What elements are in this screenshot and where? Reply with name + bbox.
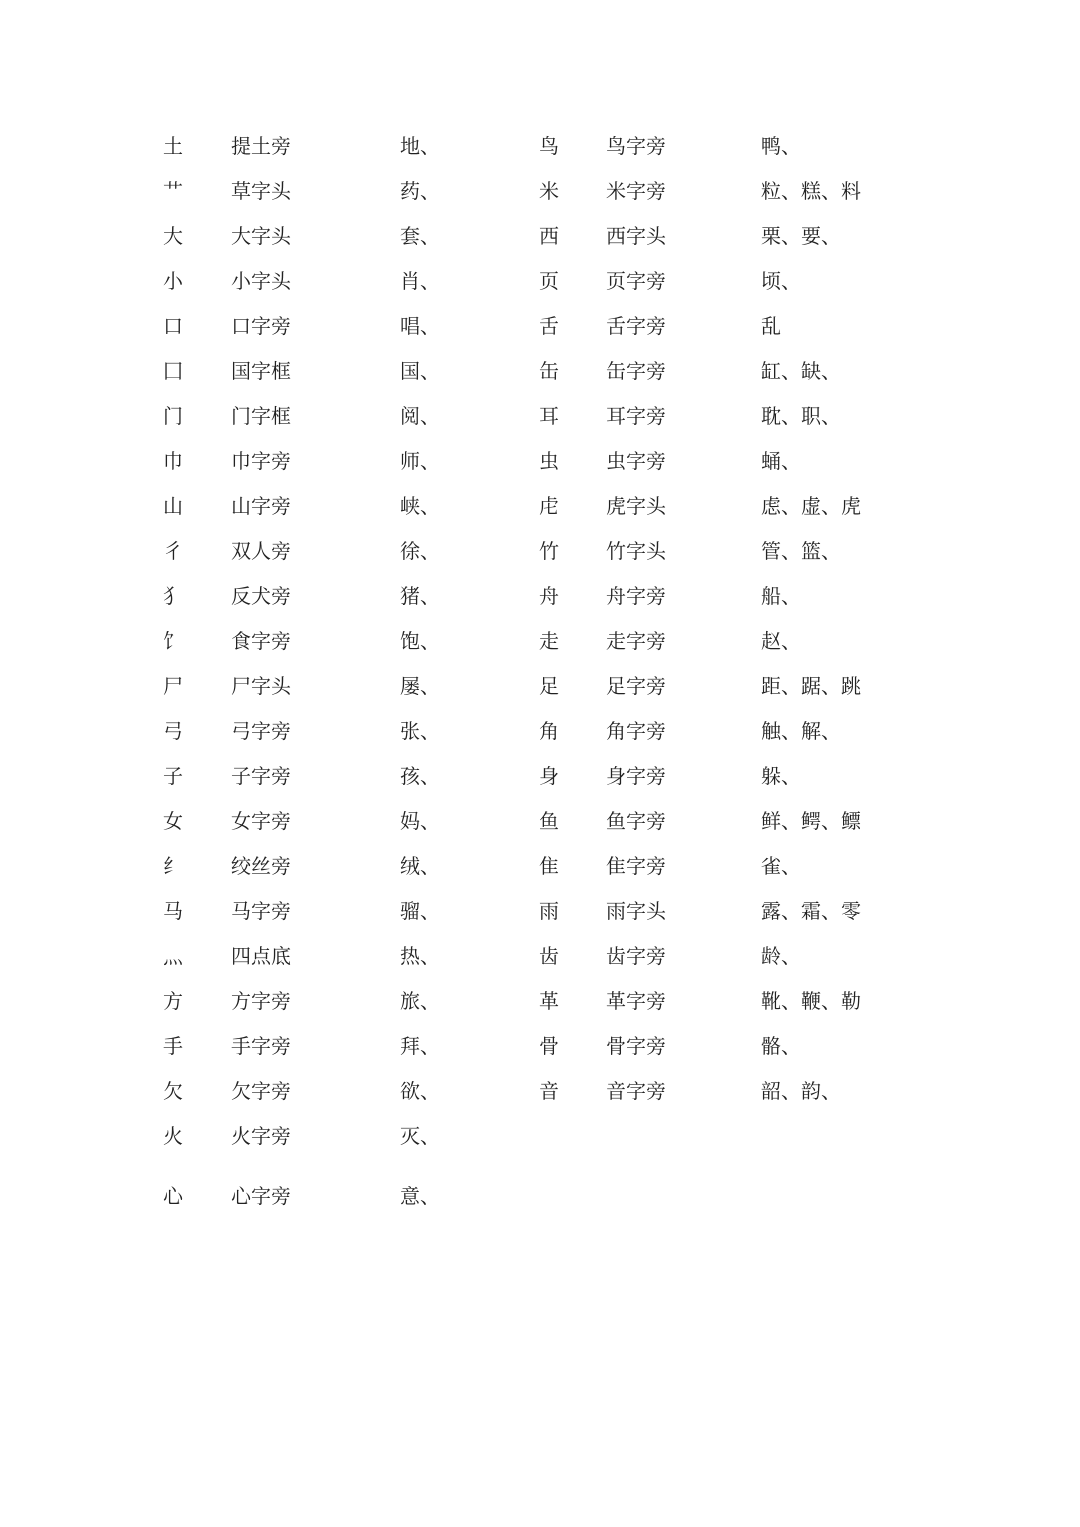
radical-examples: 肖、 [400, 269, 440, 293]
radical-name: 欠字旁 [231, 1079, 291, 1103]
radical-examples: 饱、 [400, 629, 440, 653]
radical-examples: 雀、 [761, 854, 801, 878]
radical-examples: 栗、要、 [761, 224, 841, 248]
radical-examples: 骼、 [761, 1034, 801, 1058]
radical-name: 反犬旁 [231, 584, 291, 608]
radical-radical: 西 [539, 224, 559, 248]
radical-examples: 绒、 [400, 854, 440, 878]
radical-examples: 套、 [400, 224, 440, 248]
radical-name: 四点底 [231, 944, 291, 968]
radical-name: 绞丝旁 [231, 854, 291, 878]
radical-radical: 火 [163, 1124, 183, 1148]
radical-radical: 雨 [539, 899, 559, 923]
radical-examples: 赵、 [761, 629, 801, 653]
radical-name: 食字旁 [231, 629, 291, 653]
radical-radical: 方 [163, 989, 183, 1013]
radical-radical: 隹 [539, 854, 559, 878]
radical-radical: 饣 [163, 629, 183, 653]
radical-examples: 妈、 [400, 809, 440, 833]
radical-examples: 唱、 [400, 314, 440, 338]
radical-name: 小字头 [231, 269, 291, 293]
radical-name: 草字头 [231, 179, 291, 203]
radical-name: 身字旁 [606, 764, 666, 788]
radical-name: 米字旁 [606, 179, 666, 203]
radical-examples: 阅、 [400, 404, 440, 428]
radical-radical: 米 [539, 179, 559, 203]
radical-name: 大字头 [231, 224, 291, 248]
radical-radical: 舌 [539, 314, 559, 338]
radical-name: 子字旁 [231, 764, 291, 788]
radical-radical: 艹 [163, 179, 183, 203]
radical-radical: 心 [163, 1184, 183, 1208]
radical-name: 革字旁 [606, 989, 666, 1013]
radical-radical: 犭 [163, 584, 183, 608]
radical-examples: 地、 [400, 134, 440, 158]
radical-radical: 音 [539, 1079, 559, 1103]
radical-radical: 页 [539, 269, 559, 293]
radical-radical: 虫 [539, 449, 559, 473]
radical-name: 隹字旁 [606, 854, 666, 878]
radical-name: 火字旁 [231, 1124, 291, 1148]
radical-radical: 尸 [163, 674, 183, 698]
radical-examples: 猪、 [400, 584, 440, 608]
radical-radical: 灬 [163, 944, 183, 968]
radical-examples: 师、 [400, 449, 440, 473]
radical-examples: 意、 [400, 1184, 440, 1208]
radical-examples: 船、 [761, 584, 801, 608]
radical-radical: 口 [163, 314, 183, 338]
radical-radical: 女 [163, 809, 183, 833]
radical-examples: 峡、 [400, 494, 440, 518]
radical-name: 虎字头 [606, 494, 666, 518]
radical-examples: 徐、 [400, 539, 440, 563]
radical-examples: 躲、 [761, 764, 801, 788]
radical-radical: 手 [163, 1034, 183, 1058]
radical-name: 口字旁 [231, 314, 291, 338]
radical-examples: 触、解、 [761, 719, 841, 743]
radical-name: 音字旁 [606, 1079, 666, 1103]
radical-examples: 蛹、 [761, 449, 801, 473]
radical-name: 心字旁 [231, 1184, 291, 1208]
radical-examples: 管、篮、 [761, 539, 841, 563]
radical-radical: 彳 [163, 539, 183, 563]
radical-examples: 张、 [400, 719, 440, 743]
radical-name: 巾字旁 [231, 449, 291, 473]
radical-name: 页字旁 [606, 269, 666, 293]
radical-name: 骨字旁 [606, 1034, 666, 1058]
radical-examples: 药、 [400, 179, 440, 203]
radical-name: 弓字旁 [231, 719, 291, 743]
radical-radical: 子 [163, 764, 183, 788]
radical-radical: 竹 [539, 539, 559, 563]
radical-radical: 走 [539, 629, 559, 653]
radical-examples: 拜、 [400, 1034, 440, 1058]
radical-name: 雨字头 [606, 899, 666, 923]
radical-name: 鸟字旁 [606, 134, 666, 158]
radical-radical: 鱼 [539, 809, 559, 833]
radical-examples: 鲜、鳄、鳔 [761, 809, 861, 833]
radical-examples: 顷、 [761, 269, 801, 293]
radical-examples: 灭、 [400, 1124, 440, 1148]
radical-name: 女字旁 [231, 809, 291, 833]
radical-name: 手字旁 [231, 1034, 291, 1058]
radical-examples: 缸、缺、 [761, 359, 841, 383]
radical-examples: 国、 [400, 359, 440, 383]
radical-examples: 乱 [761, 314, 781, 338]
radical-name: 西字头 [606, 224, 666, 248]
radical-examples: 韶、韵、 [761, 1079, 841, 1103]
radical-examples: 距、踞、跳 [761, 674, 861, 698]
radical-name: 门字框 [231, 404, 291, 428]
radical-radical: 大 [163, 224, 183, 248]
radical-radical: 马 [163, 899, 183, 923]
radical-radical: 身 [539, 764, 559, 788]
radical-examples: 热、 [400, 944, 440, 968]
radical-radical: 巾 [163, 449, 183, 473]
radical-name: 方字旁 [231, 989, 291, 1013]
radical-radical: 小 [163, 269, 183, 293]
radical-examples: 露、霜、零 [761, 899, 861, 923]
radical-name: 角字旁 [606, 719, 666, 743]
radical-examples: 虑、虚、虎 [761, 494, 861, 518]
radical-name: 马字旁 [231, 899, 291, 923]
radical-name: 舟字旁 [606, 584, 666, 608]
radical-examples: 靴、鞭、勒 [761, 989, 861, 1013]
radical-radical: 革 [539, 989, 559, 1013]
radical-name: 国字框 [231, 359, 291, 383]
radical-name: 竹字头 [606, 539, 666, 563]
radical-examples: 鸭、 [761, 134, 801, 158]
radical-name: 缶字旁 [606, 359, 666, 383]
radical-radical: 角 [539, 719, 559, 743]
radical-name: 提土旁 [231, 134, 291, 158]
radical-name: 舌字旁 [606, 314, 666, 338]
radical-radical: 缶 [539, 359, 559, 383]
radical-radical: 纟 [163, 854, 183, 878]
radical-name: 耳字旁 [606, 404, 666, 428]
radical-name: 鱼字旁 [606, 809, 666, 833]
radical-name: 走字旁 [606, 629, 666, 653]
radical-name: 尸字头 [231, 674, 291, 698]
radical-name: 足字旁 [606, 674, 666, 698]
radical-radical: 土 [163, 134, 183, 158]
radical-name: 虫字旁 [606, 449, 666, 473]
radical-examples: 粒、糕、料 [761, 179, 861, 203]
radical-radical: 足 [539, 674, 559, 698]
radical-name: 双人旁 [231, 539, 291, 563]
radical-name: 山字旁 [231, 494, 291, 518]
radical-radical: 弓 [163, 719, 183, 743]
radical-radical: 齿 [539, 944, 559, 968]
radical-name: 齿字旁 [606, 944, 666, 968]
radical-radical: 骨 [539, 1034, 559, 1058]
radical-examples: 耽、职、 [761, 404, 841, 428]
radical-radical: 囗 [163, 359, 183, 383]
radical-radical: 鸟 [539, 134, 559, 158]
radical-radical: 门 [163, 404, 183, 428]
radical-examples: 欲、 [400, 1079, 440, 1103]
radical-examples: 骝、 [400, 899, 440, 923]
radical-radical: 山 [163, 494, 183, 518]
radical-examples: 龄、 [761, 944, 801, 968]
radical-radical: 欠 [163, 1079, 183, 1103]
radical-radical: 耳 [539, 404, 559, 428]
radical-examples: 屡、 [400, 674, 440, 698]
radical-examples: 孩、 [400, 764, 440, 788]
radical-radical: 虍 [539, 494, 559, 518]
radical-examples: 旅、 [400, 989, 440, 1013]
radical-radical: 舟 [539, 584, 559, 608]
